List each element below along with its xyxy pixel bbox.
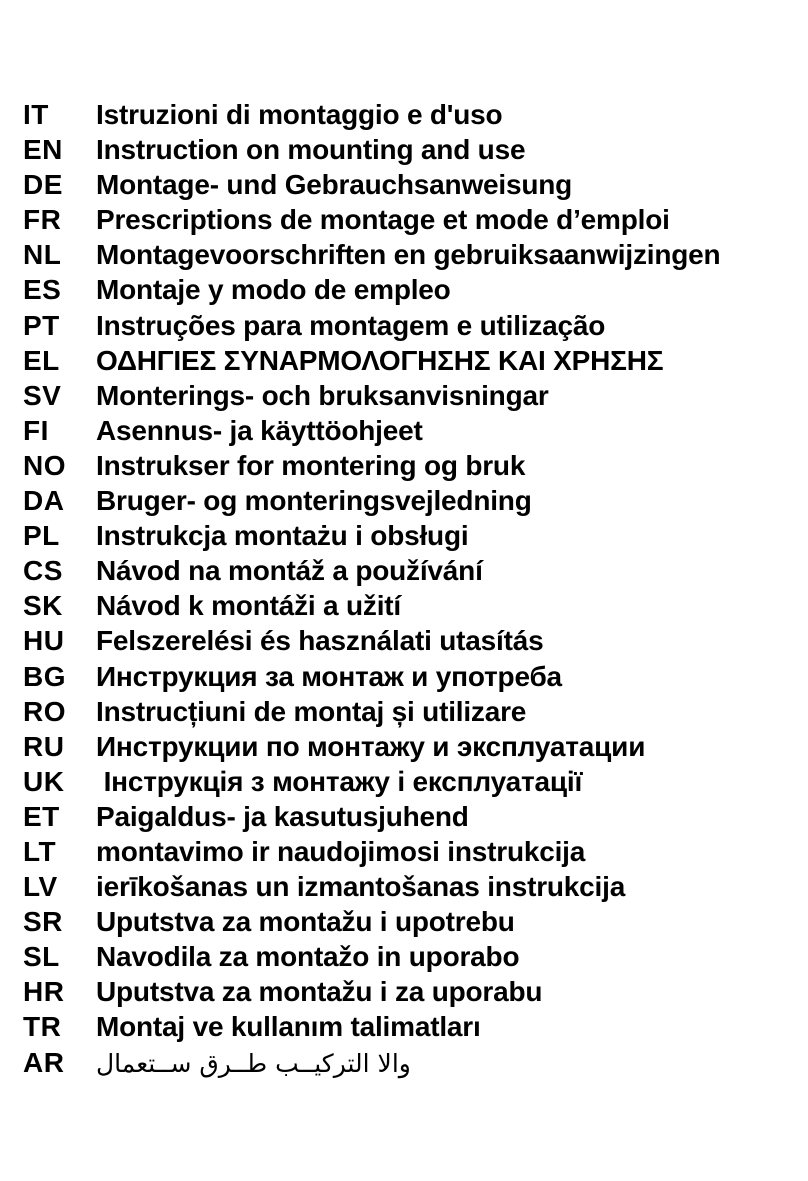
lang-title: Инструкции по монтажу и эксплуатации xyxy=(96,730,646,762)
lang-code: EL xyxy=(23,344,60,376)
lang-code: NO xyxy=(23,449,66,481)
lang-code: SK xyxy=(23,590,63,622)
lang-code: ET xyxy=(23,800,60,832)
lang-title: Asennus- ja käyttöohjeet xyxy=(96,414,423,446)
lang-title: Instrukser for montering og bruk xyxy=(96,449,526,481)
lang-title: Prescriptions de montage et mode d’emploi xyxy=(96,204,670,236)
lang-row-nl xyxy=(23,237,808,272)
lang-row-lt xyxy=(23,834,808,869)
lang-title: Bruger- og monteringsvejledning xyxy=(96,485,532,517)
lang-title: Montaj ve kullanım talimatları xyxy=(96,1011,481,1043)
lang-code: HR xyxy=(23,976,65,1008)
lang-row-uk xyxy=(23,764,808,799)
lang-row-tr xyxy=(23,1009,808,1044)
lang-title: ierīkošanas un izmantošanas instrukcija xyxy=(96,871,626,903)
lang-title: Návod k montáži a užití xyxy=(96,590,401,622)
lang-title: montavimo ir naudojimosi instrukcija xyxy=(96,835,586,867)
lang-code: NL xyxy=(23,239,62,271)
lang-code: TR xyxy=(23,1011,62,1043)
lang-row-hr xyxy=(23,974,808,1009)
lang-title: Felszerelési és használati utasítás xyxy=(96,625,544,657)
lang-title: Інструкція з монтажу і експлуатації xyxy=(96,765,583,797)
lang-row-sv xyxy=(23,378,808,413)
lang-row-ru xyxy=(23,729,808,764)
lang-code: RU xyxy=(23,730,65,762)
lang-title: Montagevoorschriften en gebruiksaanwijzingen xyxy=(96,239,721,271)
lang-code: LT xyxy=(23,835,57,867)
lang-row-et xyxy=(23,799,808,834)
lang-title: والا التركيــب طــرق ســتعمال xyxy=(96,1048,411,1078)
lang-row-sr xyxy=(23,904,808,939)
lang-row-ar xyxy=(23,1045,808,1080)
lang-code: CS xyxy=(23,555,63,587)
lang-title: Instrukcja montażu i obsługi xyxy=(96,520,469,552)
lang-code: HU xyxy=(23,625,65,657)
lang-code: EN xyxy=(23,134,63,166)
lang-code: AR xyxy=(23,1046,65,1078)
lang-row-hu xyxy=(23,623,808,658)
lang-title: Instruções para montagem e utilização xyxy=(96,309,606,341)
lang-title: Montage- und Gebrauchsanweisung xyxy=(96,169,573,201)
lang-code: BG xyxy=(23,660,66,692)
lang-row-da xyxy=(23,483,808,518)
lang-title: Instrucțiuni de montaj și utilizare xyxy=(96,695,527,727)
lang-title: Instruction on mounting and use xyxy=(96,134,526,166)
lang-code: DE xyxy=(23,169,63,201)
language-list xyxy=(23,97,808,1080)
lang-title: Uputstva za montažu i upotrebu xyxy=(96,906,515,938)
lang-row-el xyxy=(23,343,808,378)
lang-code: DA xyxy=(23,485,65,517)
lang-row-pt xyxy=(23,308,808,343)
lang-code: UK xyxy=(23,765,65,797)
lang-code: SV xyxy=(23,379,62,411)
lang-code: SL xyxy=(23,941,60,973)
lang-row-pl xyxy=(23,518,808,553)
lang-row-it xyxy=(23,97,808,132)
lang-row-bg xyxy=(23,659,808,694)
lang-row-fr xyxy=(23,202,808,237)
lang-row-en xyxy=(23,132,808,167)
lang-row-cs xyxy=(23,553,808,588)
lang-title: Návod na montáž a používání xyxy=(96,555,483,587)
lang-row-fi xyxy=(23,413,808,448)
lang-row-de xyxy=(23,167,808,202)
lang-code: LV xyxy=(23,871,58,903)
lang-row-es xyxy=(23,272,808,307)
lang-title: Monterings- och bruksanvisningar xyxy=(96,379,549,411)
lang-row-lv xyxy=(23,869,808,904)
lang-title: Инструкция за монтаж и употреба xyxy=(96,660,562,692)
lang-row-sl xyxy=(23,939,808,974)
lang-title: ΟΔΗΓΙΕΣ ΣΥΝΑΡΜΟΛΟΓΗΣΗΣ ΚΑΙ ΧΡΗΣΗΣ xyxy=(96,344,664,376)
lang-code: PT xyxy=(23,309,60,341)
lang-title: Uputstva za montažu i za uporabu xyxy=(96,976,543,1008)
lang-code: PL xyxy=(23,520,60,552)
lang-title: Istruzioni di montaggio e d'uso xyxy=(96,99,503,130)
lang-code: SR xyxy=(23,906,63,938)
lang-title: Montaje y modo de empleo xyxy=(96,274,451,306)
lang-row-ro xyxy=(23,694,808,729)
lang-row-no xyxy=(23,448,808,483)
lang-code: ES xyxy=(23,274,62,306)
lang-code: RO xyxy=(23,695,66,727)
lang-code: FI xyxy=(23,414,49,446)
lang-title: Navodila za montažo in uporabo xyxy=(96,941,520,973)
lang-code: FR xyxy=(23,204,62,236)
lang-title: Paigaldus- ja kasutusjuhend xyxy=(96,800,469,832)
lang-code: IT xyxy=(23,99,49,130)
lang-row-sk xyxy=(23,588,808,623)
